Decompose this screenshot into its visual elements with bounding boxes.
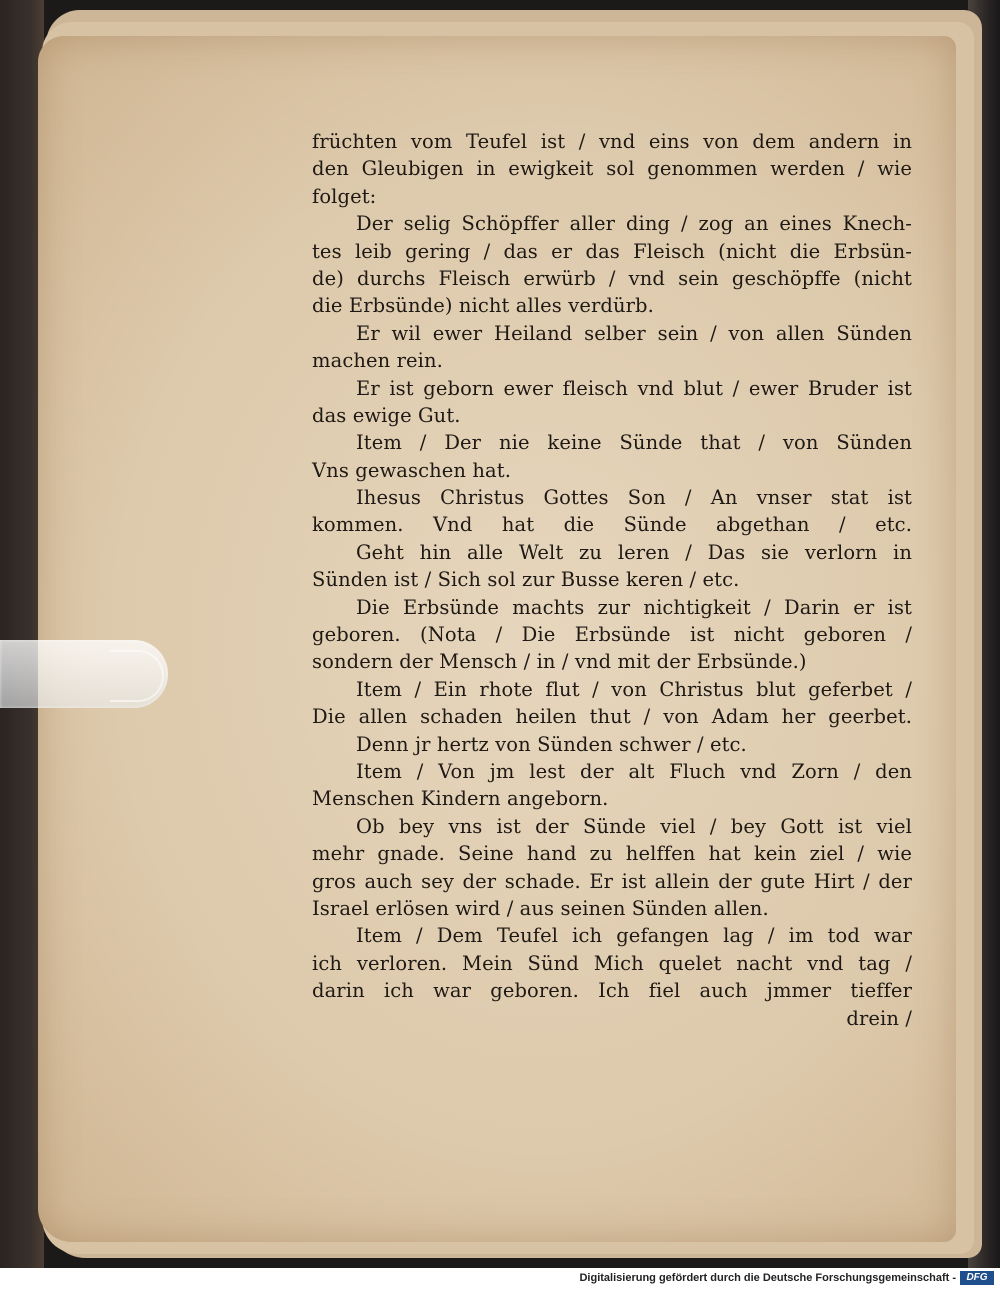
text-line: Ob bey vns ist der Sünde viel / bey Gott ist viel xyxy=(356,814,912,838)
text-line: Ihesus Christus Gottes Son / An vnser stat ist xyxy=(356,486,912,510)
text-line: de) durchs Fleisch erwürb / vnd sein geschöpffe (nicht xyxy=(312,266,912,290)
text-line: folget: xyxy=(312,184,377,208)
text-line: Vns gewaschen hat. xyxy=(312,458,511,482)
text-line: geboren. (Nota / Die Erbsünde ist nicht geboren / xyxy=(312,623,912,647)
text-line: mehr gnade. Seine hand zu helffen hat kein ziel / wie xyxy=(312,842,912,866)
text-line: sondern der Mensch / in / vnd mit der Erbsünde.) xyxy=(312,650,807,674)
text-line: Item / Dem Teufel ich gefangen lag / im tod war xyxy=(356,924,912,948)
text-line: darin ich war geboren. Ich fiel auch jmmer tieffer xyxy=(312,979,912,1003)
text-line: tes leib gering / das er das Fleisch (nicht die Erbsün- xyxy=(312,239,912,263)
text-line: Item / Der nie keine Sünde that / von Sünden xyxy=(356,431,912,455)
text-line: das ewige Gut. xyxy=(312,403,461,427)
text-line: kommen. Vnd hat die Sünde abgethan / etc. xyxy=(312,513,912,537)
text-line: Die allen schaden heilen thut / von Adam her geerbet. xyxy=(312,705,912,729)
text-line: die Erbsünde) nicht alles verdürb. xyxy=(312,294,654,318)
footer-bar xyxy=(0,1268,1000,1290)
text-line: gros auch sey der schade. Er ist allein der gute Hirt / der xyxy=(312,869,912,893)
text-line: Israel erlösen wird / aus seinen Sünden allen. xyxy=(312,896,769,920)
funding-credit: Digitalisierung gefördert durch die Deutsche Forschungsgemeinschaft - xyxy=(579,1272,956,1284)
catchword: drein / xyxy=(846,1006,912,1030)
text-line: Denn jr hertz von Sünden schwer / etc. xyxy=(356,732,747,756)
text-line: Er wil ewer Heiland selber sein / von allen Sünden xyxy=(356,321,912,345)
text-line: Geht hin alle Welt zu leren / Das sie verlorn in xyxy=(356,540,912,564)
dfg-logo: DFG xyxy=(960,1271,994,1285)
plastic-page-marker-fold xyxy=(110,650,164,702)
text-line: Item / Von jm lest der alt Fluch vnd Zorn / den xyxy=(356,759,912,783)
text-line: ich verloren. Mein Sünd Mich quelet nacht vnd tag / xyxy=(312,951,912,975)
text-line: früchten vom Teufel ist / vnd eins von dem andern in xyxy=(312,130,912,153)
text-line: Die Erbsünde machts zur nichtigkeit / Darin er ist xyxy=(356,595,912,619)
text-line: Sünden ist / Sich sol zur Busse keren / etc. xyxy=(312,568,740,592)
text-line: Item / Ein rhote flut / von Christus blut geferbet / xyxy=(356,677,912,701)
text-line: machen rein. xyxy=(312,349,443,373)
text-line: Er ist geborn ewer fleisch vnd blut / ewer Bruder ist xyxy=(356,376,912,400)
blackletter-text-block xyxy=(312,128,912,1032)
text-line: den Gleubigen in ewigkeit sol genommen werden / wie xyxy=(312,157,912,181)
text-line: Menschen Kindern angeborn. xyxy=(312,787,609,811)
text-line: Der selig Schöpffer aller ding / zog an eines Knech- xyxy=(356,212,912,236)
